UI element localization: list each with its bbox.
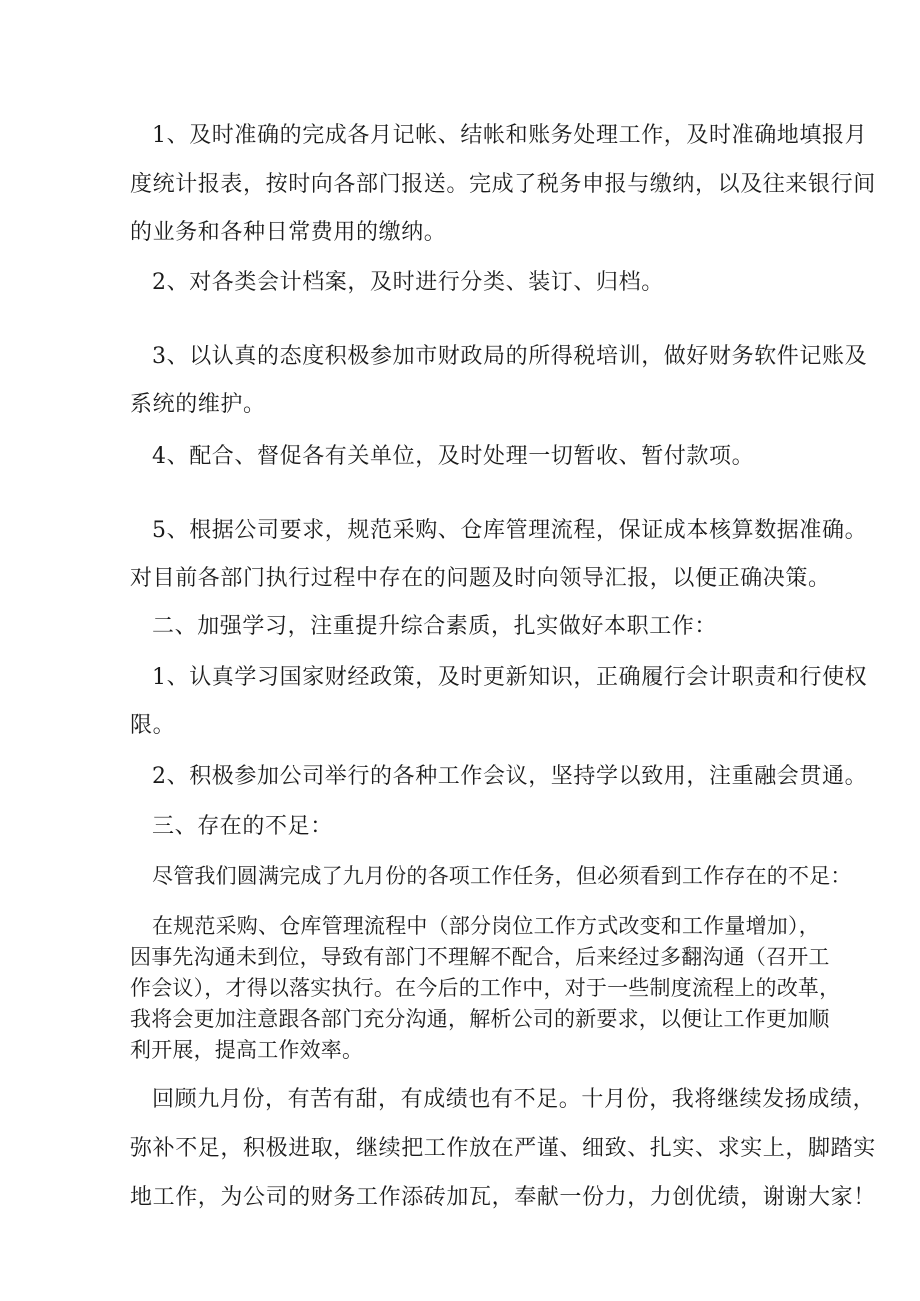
paragraph-line: 作会议），才得以落实执行。在今后的工作中，对于一些制度流程上的改革，: [130, 976, 841, 1000]
paragraph-line: 尽管我们圆满完成了九月份的各项工作任务，但必须看到工作存在的不足：: [152, 864, 852, 888]
paragraph-line: 1、认真学习国家财经政策，及时更新知识，正确履行会计职责和行使权: [152, 665, 868, 690]
paragraph-line: 利开展，提高工作效率。: [130, 1038, 364, 1062]
paragraph-line: 因事先沟通未到位，导致有部门不理解不配合，后来经过多翻沟通（召开工: [130, 945, 830, 969]
paragraph-line: 2、积极参加公司举行的各种工作会议，坚持学以致用，注重融会贯通。: [152, 764, 868, 789]
paragraph-line: 在规范采购、仓库管理流程中（部分岗位工作方式改变和工作量增加），: [152, 914, 820, 938]
paragraph-line: 回顾九月份，有苦有甜，有成绩也有不足。十月份，我将继续发扬成绩，: [152, 1087, 876, 1112]
paragraph-line: 3、以认真的态度积极参加市财政局的所得税培训，做好财务软件记账及: [152, 344, 868, 369]
paragraph-line: 1、及时准确的完成各月记帐、结帐和账务处理工作，及时准确地填报月: [152, 123, 868, 148]
paragraph-line: 4、配合、督促各有关单位，及时处理一切暂收、暂付款项。: [152, 444, 755, 469]
paragraph-line: 的业务和各种日常费用的缴纳。: [130, 220, 447, 245]
paragraph-line: 度统计报表，按时向各部门报送。完成了税务申报与缴纳，以及往来银行间: [130, 172, 876, 197]
paragraph-line: 我将会更加注意跟各部门充分沟通，解析公司的新要求，以便让工作更加顺: [130, 1007, 830, 1031]
paragraph-line: 系统的维护。: [130, 392, 266, 417]
paragraph-line: 2、对各类会计档案，及时进行分类、装订、归档。: [152, 270, 664, 295]
paragraph-line: 对目前各部门执行过程中存在的问题及时向领导汇报，以便正确决策。: [130, 566, 831, 591]
section-heading: 三、存在的不足：: [152, 814, 333, 839]
section-heading: 二、加强学习，注重提升综合素质，扎实做好本职工作：: [152, 614, 718, 639]
paragraph-line: 弥补不足，积极进取，继续把工作放在严谨、细致、扎实、求实上，脚踏实: [130, 1136, 876, 1161]
paragraph-line: 地工作，为公司的财务工作添砖加瓦，奉献一份力，力创优绩，谢谢大家！: [130, 1185, 876, 1210]
paragraph-line: 5、根据公司要求，规范采购、仓库管理流程，保证成本核算数据准确。: [152, 518, 868, 543]
paragraph-line: 限。: [130, 713, 176, 738]
